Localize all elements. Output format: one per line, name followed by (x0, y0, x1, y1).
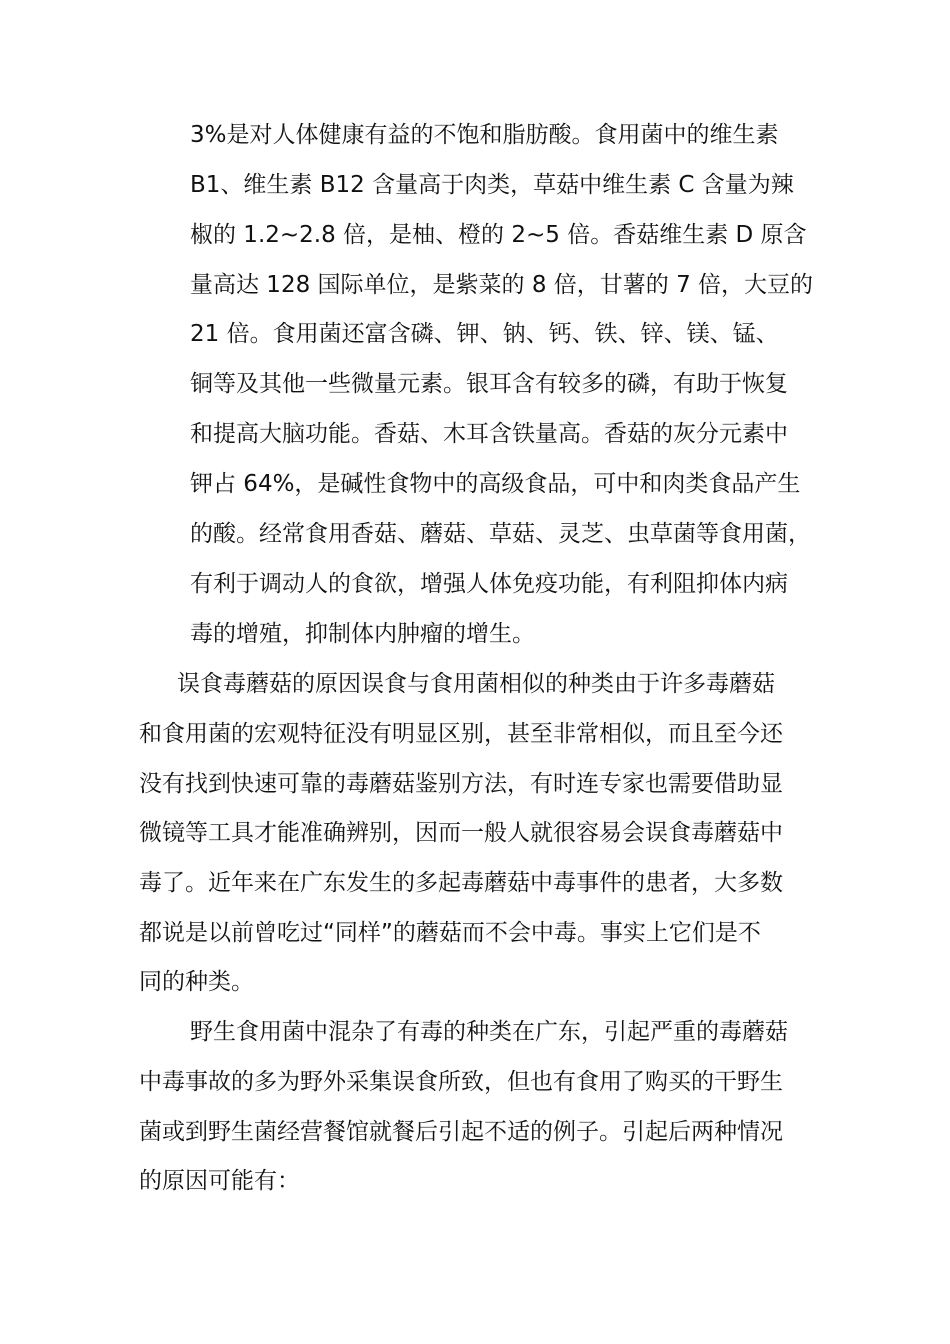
paragraph-2-line-3: 没有找到快速可靠的毒蘑菇鉴别方法，有时连专家也需要借助显 (139, 771, 783, 797)
paragraph-2-line-5: 毒了。近年来在广东发生的多起毒蘑菇中毒事件的患者，大多数 (139, 870, 783, 896)
paragraph-2-line-6: 都说是以前曾吃过“同样”的蘑菇而不会中毒。事实上它们是不 (139, 920, 761, 946)
paragraph-1-line-9: 的酸。经常食用香菇、蘑菇、草菇、灵芝、虫草菌等食用菌， (190, 521, 811, 547)
paragraph-2-line-4: 微镜等工具才能准确辨别，因而一般人就很容易会误食毒蘑菇中 (139, 820, 783, 846)
paragraph-1-line-3: 椒的 1.2~2.8 倍，是柚、橙的 2~5 倍。香菇维生素 D 原含 (190, 222, 807, 248)
paragraph-1-line-8: 钾占 64%，是碱性食物中的高级食品，可中和肉类食品产生 (190, 471, 801, 497)
paragraph-3-line-1: 野生食用菌中混杂了有毒的种类在广东，引起严重的毒蘑菇 (190, 1019, 788, 1045)
paragraph-2-line-1: 误食毒蘑菇的原因误食与食用菌相似的种类由于许多毒蘑菇 (177, 671, 775, 697)
paragraph-3-line-2: 中毒事故的多为野外采集误食所致，但也有食用了购买的干野生 (139, 1069, 783, 1095)
paragraph-2-line-2: 和食用菌的宏观特征没有明显区别，甚至非常相似，而且至今还 (139, 721, 783, 747)
paragraph-3-line-3: 菌或到野生菌经营餐馆就餐后引起不适的例子。引起后两种情况 (139, 1119, 783, 1145)
paragraph-3-line-4: 的原因可能有： (139, 1168, 300, 1194)
paragraph-1-line-11: 毒的增殖，抑制体内肿瘤的增生。 (190, 621, 535, 647)
paragraph-2-line-7: 同的种类。 (139, 969, 254, 995)
paragraph-1-line-10: 有利于调动人的食欲，增强人体免疫功能，有利阻抑体内病 (190, 571, 788, 597)
paragraph-1-line-6: 铜等及其他一些微量元素。银耳含有较多的磷，有助于恢复 (190, 371, 788, 397)
paragraph-1-line-1: 3%是对人体健康有益的不饱和脂肪酸。食用菌中的维生素 (190, 122, 779, 148)
paragraph-1-line-4: 量高达 128 国际单位，是紫菜的 8 倍，甘薯的 7 倍，大豆的 (190, 272, 814, 298)
paragraph-1-line-5: 21 倍。食用菌还富含磷、钾、钠、钙、铁、锌、镁、锰、 (190, 321, 779, 347)
paragraph-1-line-7: 和提高大脑功能。香菇、木耳含铁量高。香菇的灰分元素中 (190, 421, 788, 447)
paragraph-1-line-2: B1、维生素 B12 含量高于肉类，草菇中维生素 C 含量为辣 (190, 172, 794, 198)
